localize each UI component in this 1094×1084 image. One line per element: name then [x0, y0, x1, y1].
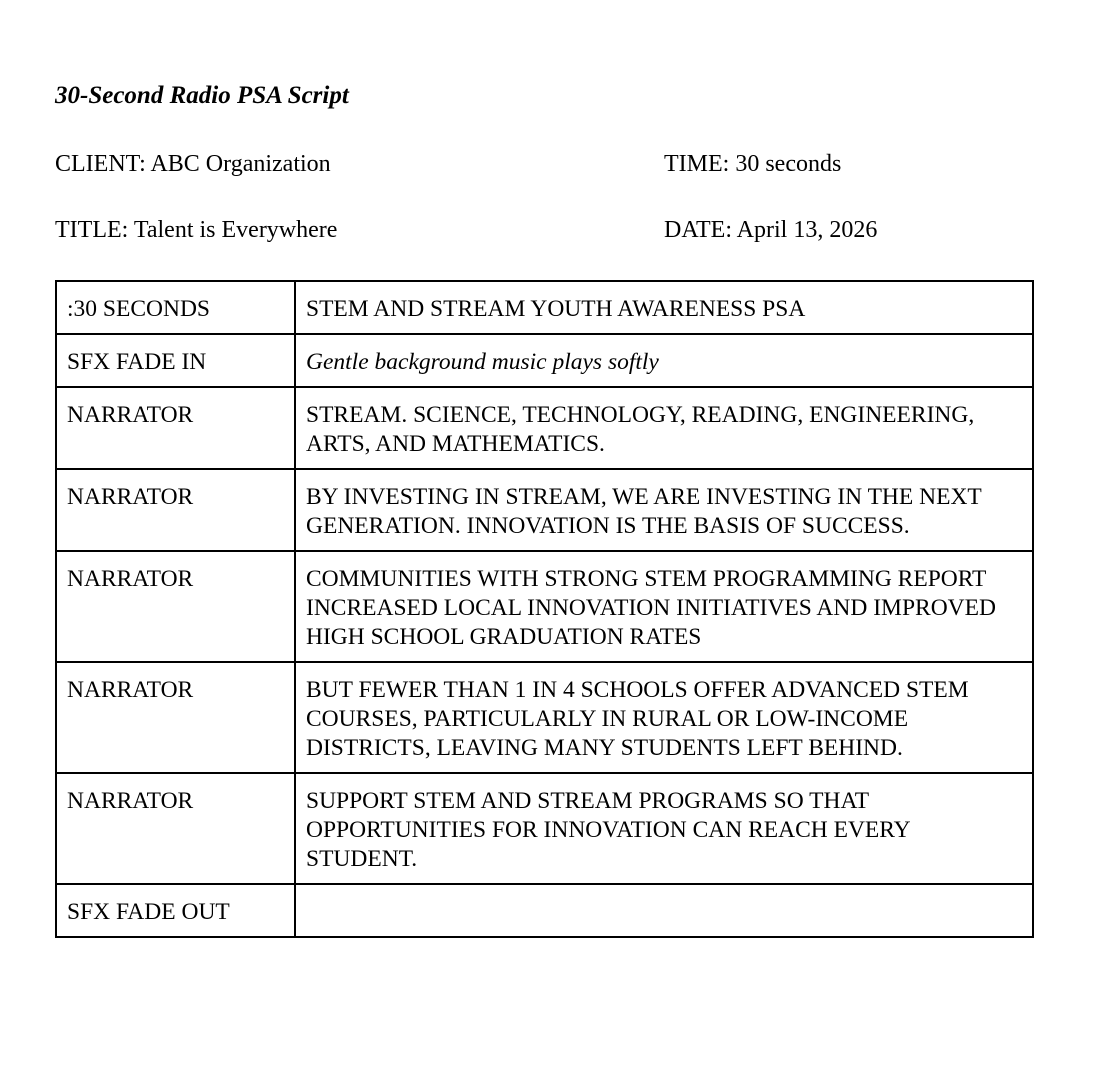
cue-cell: SFX FADE IN: [56, 334, 295, 387]
date-line: DATE: April 13, 2026: [664, 217, 878, 243]
cue-cell: NARRATOR: [56, 469, 295, 551]
content-cell: Gentle background music plays softly: [295, 334, 1033, 387]
document-title: 30-Second Radio PSA Script: [55, 82, 349, 109]
script-table: [55, 280, 1034, 938]
content-cell: BY INVESTING IN STREAM, WE ARE INVESTING IN THE NEXT GENERATION. INNOVATION IS THE BASIS OF SUCCESS.: [295, 469, 1033, 551]
table-row: [56, 469, 1033, 551]
cue-cell: NARRATOR: [56, 551, 295, 662]
content-cell: COMMUNITIES WITH STRONG STEM PROGRAMMING REPORT INCREASED LOCAL INNOVATION INITIATIVES AND IMPROVED HIGH SCHOOL GRADUATION RATES: [295, 551, 1033, 662]
content-cell: SUPPORT STEM AND STREAM PROGRAMS SO THAT OPPORTUNITIES FOR INNOVATION CAN REACH EVERY STUDENT.: [295, 773, 1033, 884]
cue-cell: SFX FADE OUT: [56, 884, 295, 937]
content-cell: [295, 884, 1033, 937]
table-row: [56, 551, 1033, 662]
table-row: [56, 387, 1033, 469]
client-line: CLIENT: ABC Organization: [55, 151, 331, 177]
time-line: TIME: 30 seconds: [664, 151, 842, 177]
content-cell: STREAM. SCIENCE, TECHNOLOGY, READING, ENGINEERING, ARTS, AND MATHEMATICS.: [295, 387, 1033, 469]
cue-cell: NARRATOR: [56, 387, 295, 469]
table-row: [56, 334, 1033, 387]
table-row: [56, 773, 1033, 884]
table-row: [56, 884, 1033, 937]
table-row: [56, 662, 1033, 773]
cue-cell: :30 SECONDS: [56, 281, 295, 334]
content-cell: STEM AND STREAM YOUTH AWARENESS PSA: [295, 281, 1033, 334]
content-cell: BUT FEWER THAN 1 IN 4 SCHOOLS OFFER ADVANCED STEM COURSES, PARTICULARLY IN RURAL OR LOW-INCOME DISTRICTS, LEAVING MANY STUDENTS LEFT BEHIND.: [295, 662, 1033, 773]
table-row: [56, 281, 1033, 334]
cue-cell: NARRATOR: [56, 773, 295, 884]
psa-title-line: TITLE: Talent is Everywhere: [55, 217, 338, 243]
cue-cell: NARRATOR: [56, 662, 295, 773]
